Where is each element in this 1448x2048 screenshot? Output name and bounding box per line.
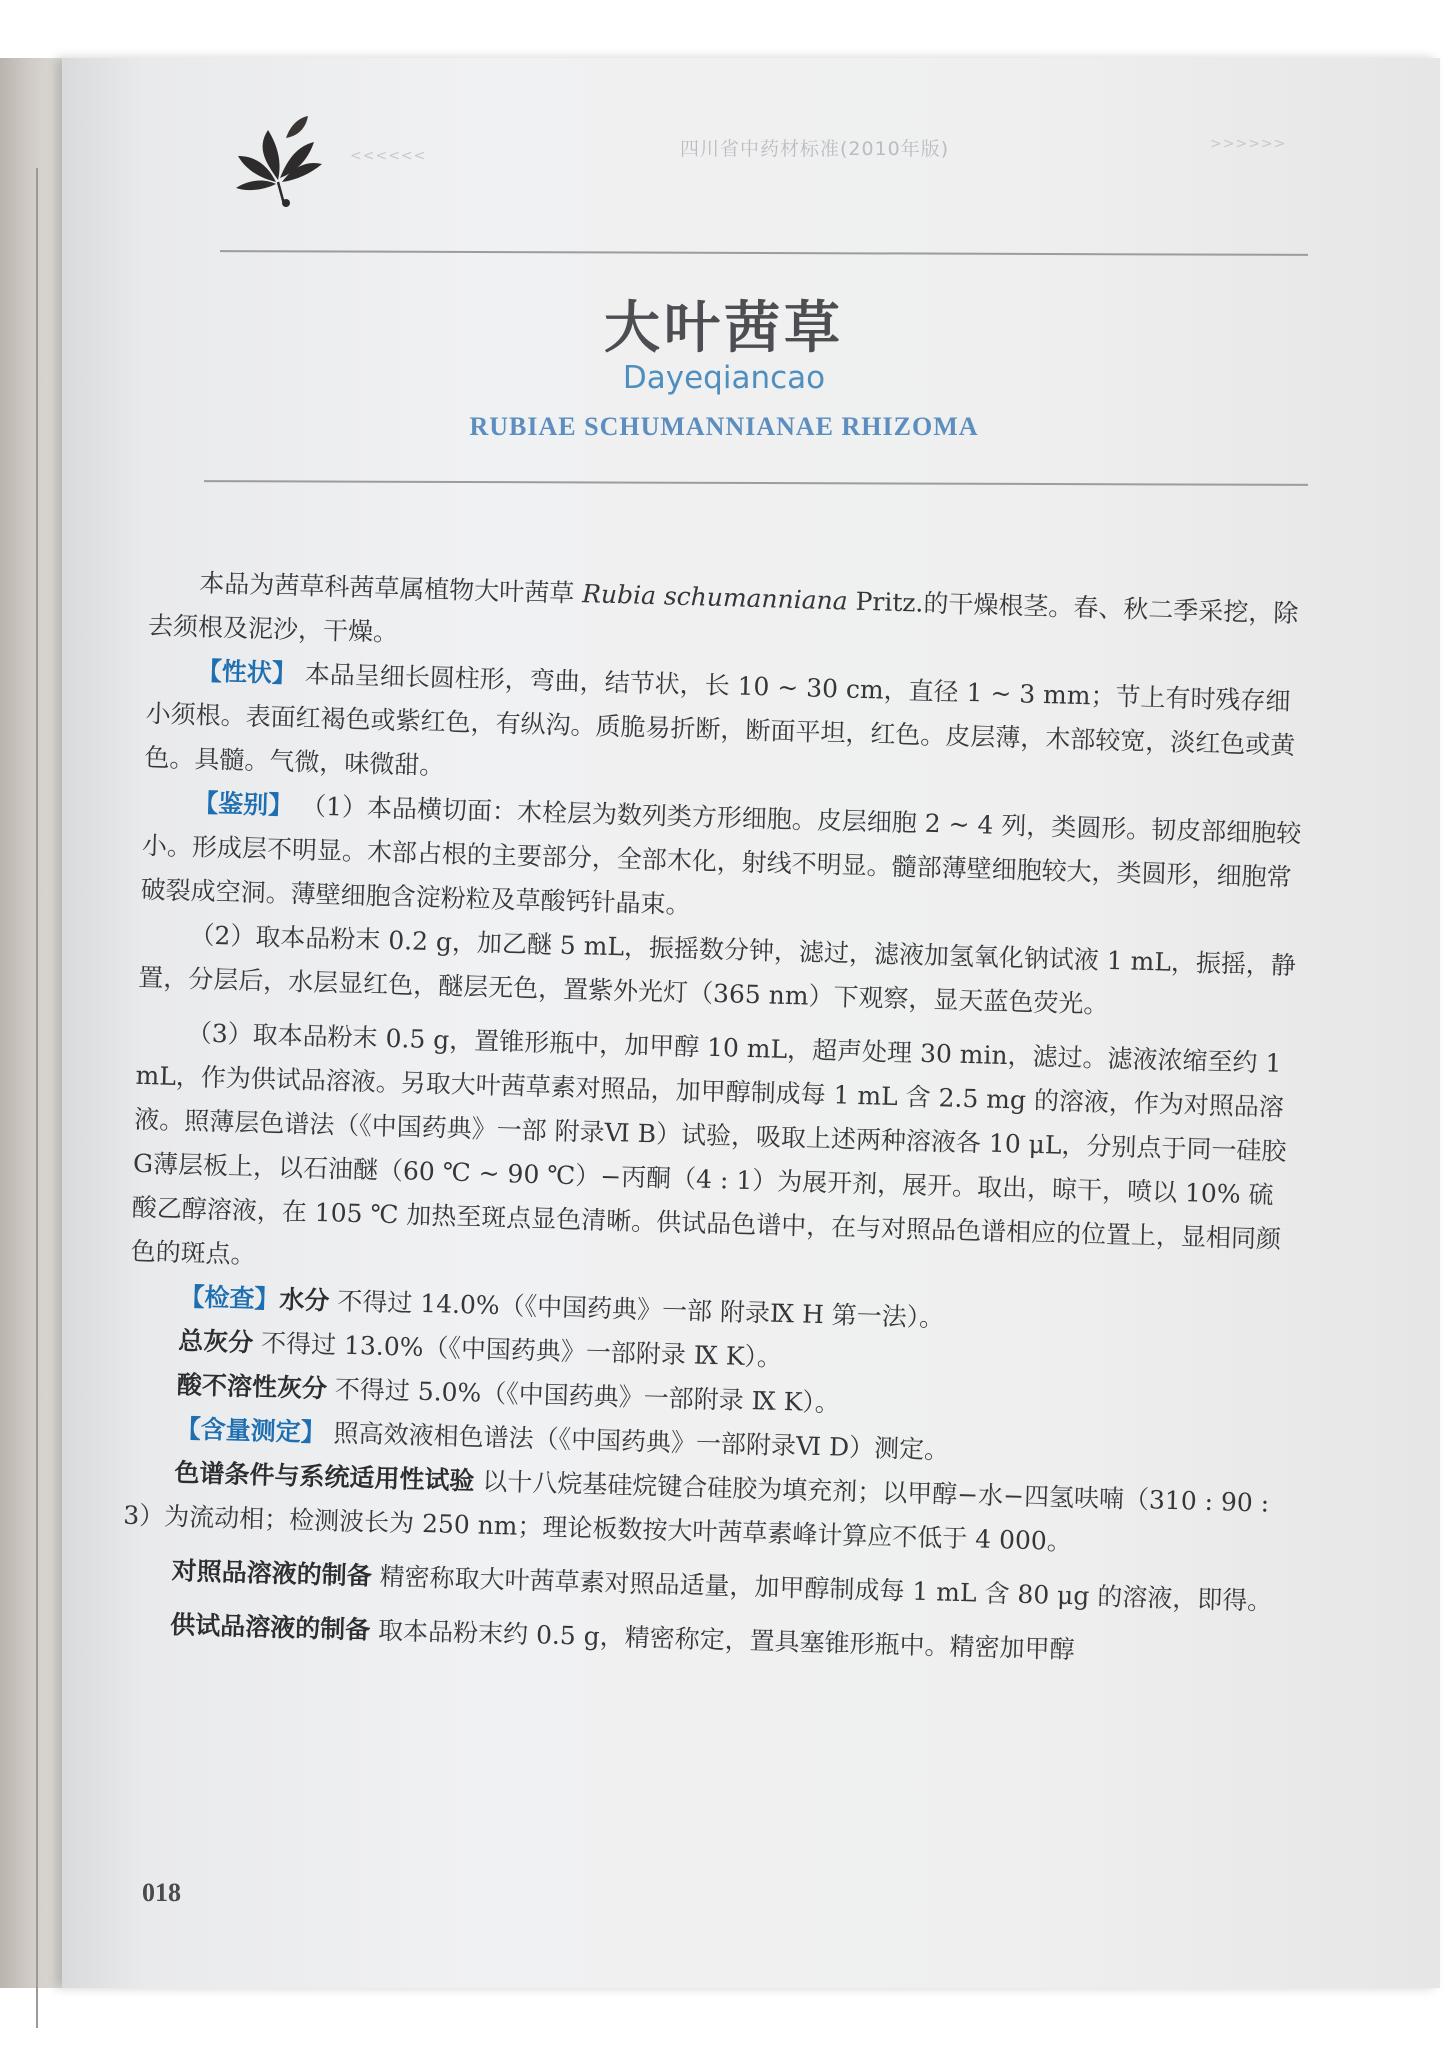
section-tag-description: 【性状】 [196, 656, 298, 689]
paragraph-check-acid-ash: 酸不溶性灰分 不得过 5.0%（《中国药典》一部附录 Ⅸ K）。 [176, 1370, 841, 1418]
section-tag-identification: 【鉴别】 [192, 788, 294, 821]
paragraph-identification-1: 【鉴别】 （1）本品横切面：木栓层为数列类方形细胞。皮层细胞 2 ~ 4 列，类圆形。韧皮部细胞较小。形成层不明显。木部占根的主要部分，全部木化，射线不明显。髓部薄壁细胞较大，类圆形，细胞常破裂成空洞。薄壁细胞含淀粉粒及草酸钙针晶束。 [140, 788, 1302, 920]
running-title: 四川省中药材标准(2010年版) [680, 138, 950, 160]
entry-latin-name: RUBIAE SCHUMANNIANAE RHIZOMA [469, 412, 979, 441]
header-arrows-right: >>>>>> [1210, 136, 1287, 152]
section-tag-assay: 【含量测定】 [175, 1414, 327, 1448]
paragraph-reference-solution: 对照品溶液的制备 精密称取大叶茜草素对照品适量，加甲醇制成每 1 mL 含 80 μg 的溶液，即得。 [171, 1556, 1273, 1616]
paragraph-chromatography: 色谱条件与系统适用性试验 以十八烷基硅烷键合硅胶为填充剂；以甲醇−水−四氢呋喃（310 : 90 : 3）为流动相；检测波长为 250 nm；理论板数按大叶茜草素峰计算应不低于 4 000。 [122, 1458, 1270, 1557]
paragraph-check-water: 【检查】水分 不得过 14.0%（《中国药典》一部 附录Ⅸ H 第一法）。 [179, 1282, 945, 1333]
header-arrows-left: <<<<<< [350, 148, 427, 164]
entry-title: 大叶茜草 [604, 295, 844, 361]
leaf-ornament-icon [226, 108, 336, 208]
paragraph-origin: 本品为茜草科茜草属植物大叶茜草 Rubia schumanniana Pritz.的干燥根茎。春、秋二季采挖，除去须根及泥沙，干燥。 [147, 568, 1299, 647]
paragraph-test-solution: 供试品溶液的制备 取本品粉末约 0.5 g，精密称定，置具塞锥形瓶中。精密加甲醇 [169, 1609, 1075, 1665]
paragraph-identification-2: （2）取本品粉末 0.2 g，加乙醚 5 mL，振摇数分钟，滤过，滤液加氢氧化钠试液 1 mL，振摇，静置，分层后，水层显红色，醚层无色，置紫外光灯（365 nm）下观察，显天蓝色荧光。 [137, 920, 1297, 1019]
section-tag-check: 【检查】 [179, 1282, 280, 1314]
species-name: Rubia schumanniana [581, 579, 849, 616]
paragraph-description: 【性状】 本品呈细长圆柱形，弯曲，结节状，长 10 ~ 30 cm，直径 1 ~ 3 mm；节上有时残存细小须根。表面红褐色或紫红色，有纵沟。质脆易折断，断面平坦，红色。皮层薄，木部较宽，淡红色或黄色。具髓。气微，味微甜。 [144, 656, 1296, 781]
entry-pinyin: Dayeqiancao [622, 360, 826, 396]
page-number: 018 [142, 1878, 181, 1907]
paragraph-check-ash: 总灰分 不得过 13.0%（《中国药典》一部附录 Ⅸ K）。 [177, 1326, 783, 1372]
monograph-body [120, 560, 1310, 1678]
paragraph-assay: 【含量测定】 照高效液相色谱法（《中国药典》一部附录Ⅵ D）测定。 [175, 1414, 950, 1465]
paragraph-identification-3: （3）取本品粉末 0.5 g，置锥形瓶中，加甲醇 10 mL，超声处理 30 min，滤过。滤液浓缩至约 1 mL，作为供试品溶液。另取大叶茜草素对照品，加甲醇制成每 1 mL 含 2.5 mg 的溶液，作为对照品溶液。照薄层色谱法（《中国药典》一部 附录Ⅵ B）试验，吸取上述两种溶液各 10 μL，分别点于同一硅胶G薄层板上，以石油醚（60 ℃ ~ 90 ℃）−丙酮（4 : 1）为展开剂，展开。取出，晾干，喷以 10% 硫酸乙醇溶液，在 105 ℃ 加热至斑点显色清晰。供试品色谱中，在与对照品色谱相应的位置上，显相同颜色的斑点。 [130, 1018, 1287, 1270]
binding-edge [36, 168, 38, 2028]
